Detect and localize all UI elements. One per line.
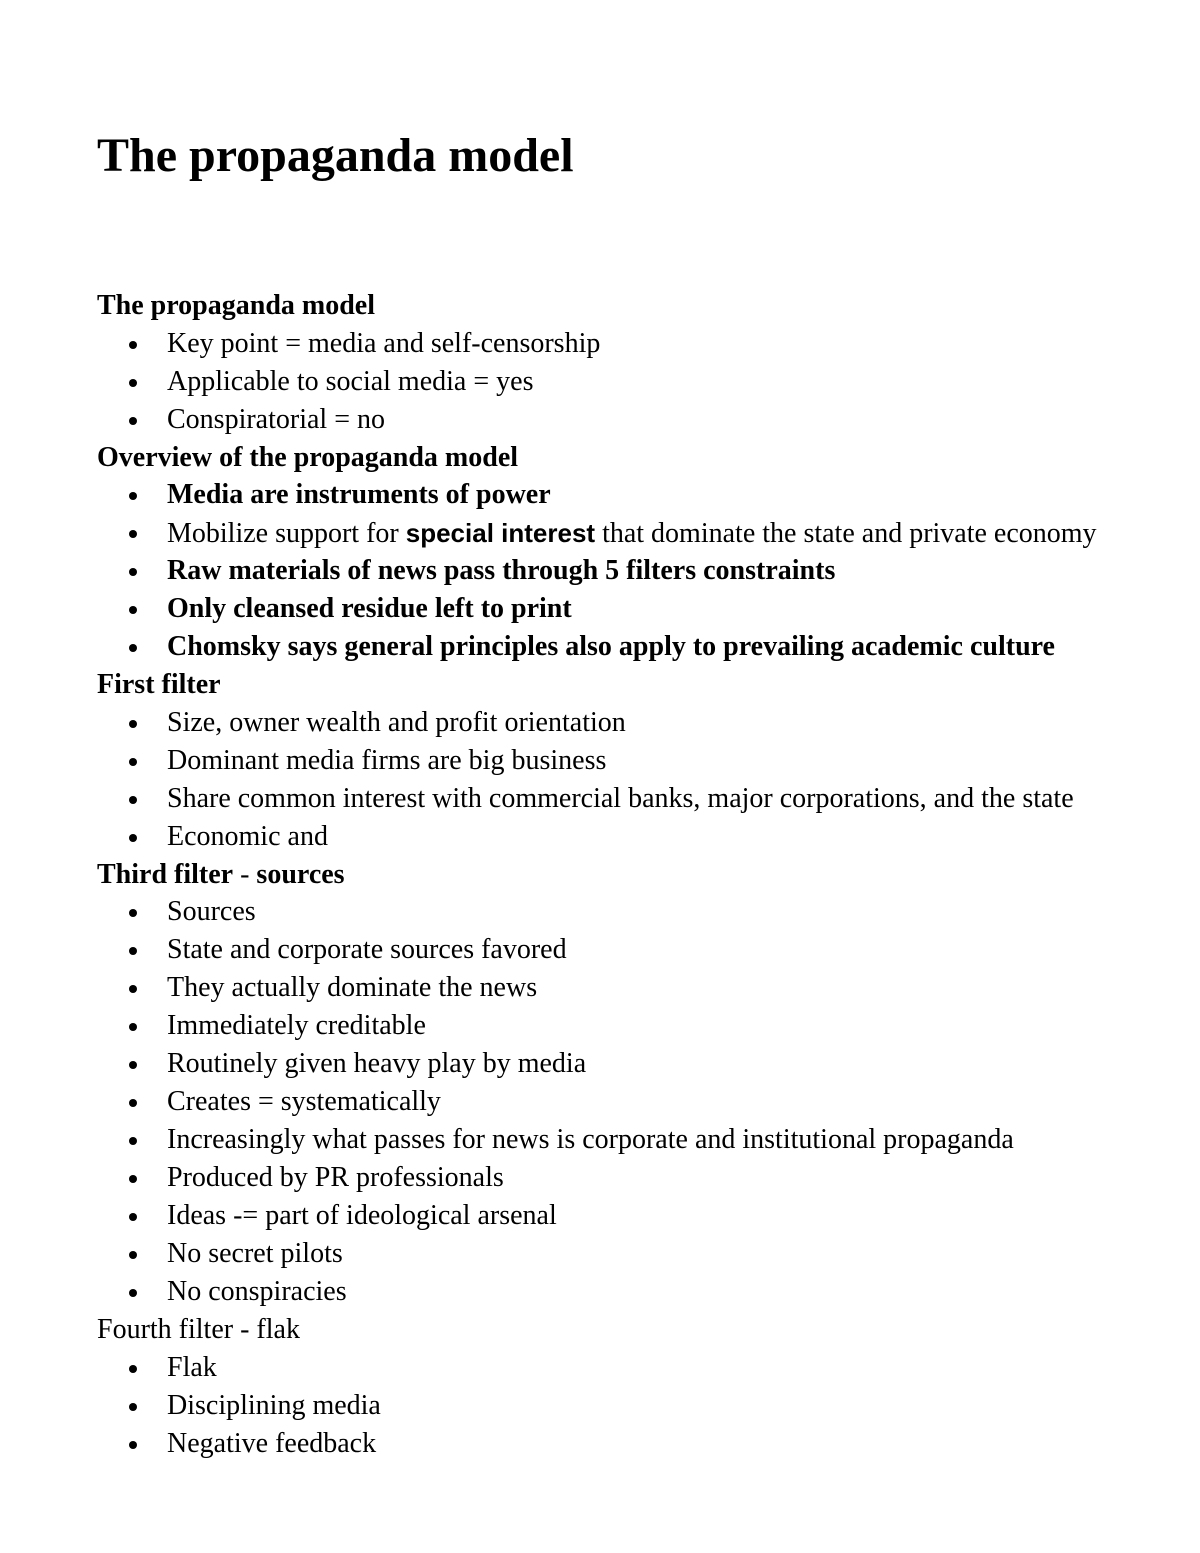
section-heading-sub: sources	[256, 858, 345, 890]
list-item	[97, 552, 1200, 590]
list-item-text: Raw materials of news pass through 5 filters constraints	[167, 555, 836, 587]
list-item	[97, 476, 1200, 514]
bullet-list	[97, 476, 1200, 666]
bullet-icon	[129, 796, 137, 804]
bullet-icon	[129, 758, 137, 766]
bullet-list	[97, 1349, 1200, 1463]
bullet-icon	[129, 606, 137, 614]
list-item	[97, 1425, 1200, 1463]
list-item	[97, 590, 1200, 628]
bullet-icon	[129, 1365, 137, 1373]
list-item-text-emphasis: special interest	[405, 518, 596, 549]
list-item-text: Economic and	[167, 820, 328, 852]
bullet-icon	[129, 909, 137, 917]
bullet-icon	[129, 1175, 137, 1183]
list-item-text: Size, owner wealth and profit orientation	[167, 706, 626, 738]
bullet-icon	[129, 1099, 137, 1107]
bullet-icon	[129, 1023, 137, 1031]
list-item-text-before: Mobilize support for	[167, 518, 406, 550]
bullet-icon	[129, 492, 137, 500]
list-item	[97, 1387, 1200, 1425]
bullet-icon	[129, 1137, 137, 1145]
list-item	[97, 1197, 1200, 1235]
bullet-icon	[129, 834, 137, 842]
list-item-text: Disciplining media	[167, 1389, 381, 1421]
list-item	[97, 780, 1200, 818]
list-item	[97, 1349, 1200, 1387]
bullet-icon	[129, 1403, 137, 1411]
list-item	[97, 628, 1200, 666]
bullet-icon	[129, 1441, 137, 1449]
list-item-text: Flak	[167, 1351, 217, 1383]
section-heading: Third filter - sources	[97, 858, 345, 890]
bullet-list	[97, 704, 1200, 856]
bullet-icon	[129, 1251, 137, 1259]
list-item-text: Produced by PR professionals	[167, 1162, 504, 1194]
section-heading: First filter	[97, 669, 221, 701]
list-item-text: Media are instruments of power	[167, 479, 551, 511]
list-item-text: They actually dominate the news	[167, 972, 538, 1004]
list-item	[97, 1007, 1200, 1045]
list-item	[97, 514, 1200, 552]
list-item-text: Negative feedback	[167, 1427, 377, 1459]
bullet-icon	[129, 1289, 137, 1297]
list-item	[97, 325, 1200, 363]
list-item	[97, 363, 1200, 401]
section-heading: The propaganda model	[97, 290, 375, 321]
document-title: The propaganda model	[97, 129, 574, 182]
list-item-text: Ideas -= part of ideological arsenal	[167, 1200, 557, 1232]
list-item-text: No conspiracies	[167, 1276, 347, 1308]
list-item	[97, 1159, 1200, 1197]
bullet-icon	[129, 985, 137, 993]
list-item	[97, 969, 1200, 1007]
list-item	[97, 742, 1200, 780]
list-item	[97, 704, 1200, 742]
bullet-icon	[129, 1061, 137, 1069]
list-item-text: Key point = media and self-censorship	[167, 327, 601, 359]
bullet-icon	[129, 947, 137, 955]
bullet-icon	[129, 530, 137, 538]
bullet-icon	[129, 341, 137, 349]
bullet-icon	[129, 1213, 137, 1221]
list-item-text: Applicable to social media = yes	[167, 365, 534, 397]
bullet-icon	[129, 417, 137, 425]
list-item-text: Increasingly what passes for news is corporate and institutional propaganda	[167, 1124, 1014, 1156]
list-item	[97, 1235, 1200, 1273]
list-item-text: Conspiratorial = no	[167, 403, 385, 435]
list-item-text: Dominant media firms are big business	[167, 744, 607, 776]
list-item-text-after: that dominate the state and private economy	[595, 518, 1097, 550]
list-item-text: Chomsky says general principles also apply to prevailing academic culture	[167, 631, 1055, 663]
list-item-text: Share common interest with commercial banks, major corporations, and the state	[167, 782, 1074, 814]
document-body	[97, 287, 1200, 1463]
list-item	[97, 1273, 1200, 1311]
section-heading-main: Third filter	[97, 858, 234, 890]
list-item-text: Sources	[167, 896, 256, 928]
section-heading: Fourth filter - flak	[97, 1314, 300, 1346]
list-item	[97, 1045, 1200, 1083]
list-item	[97, 401, 1200, 439]
bullet-icon	[129, 720, 137, 728]
list-item	[97, 893, 1200, 931]
bullet-list	[97, 893, 1200, 1311]
list-item-text: State and corporate sources favored	[167, 934, 567, 966]
section-fourth-filter	[97, 1311, 1200, 1463]
list-item-text: Routinely given heavy play by media	[167, 1048, 587, 1080]
list-item-text: No secret pilots	[167, 1238, 343, 1270]
document-body-viewport	[0, 287, 1200, 1459]
bullet-icon	[129, 379, 137, 387]
list-item-text: Creates = systematically	[167, 1086, 441, 1118]
list-item-text: Only cleansed residue left to print	[167, 593, 572, 625]
bullet-list	[97, 325, 1200, 439]
section-heading: Overview of the propaganda model	[97, 441, 519, 473]
bullet-icon	[129, 644, 137, 652]
section-first-filter	[97, 666, 1200, 856]
section-propaganda-model	[97, 287, 1200, 439]
section-third-filter	[97, 856, 1200, 1312]
list-item	[97, 1121, 1200, 1159]
list-item-text: Immediately creditable	[167, 1010, 426, 1042]
bullet-icon	[129, 568, 137, 576]
list-item	[97, 818, 1200, 856]
list-item	[97, 1083, 1200, 1121]
list-item	[97, 931, 1200, 969]
section-overview	[97, 439, 1200, 667]
